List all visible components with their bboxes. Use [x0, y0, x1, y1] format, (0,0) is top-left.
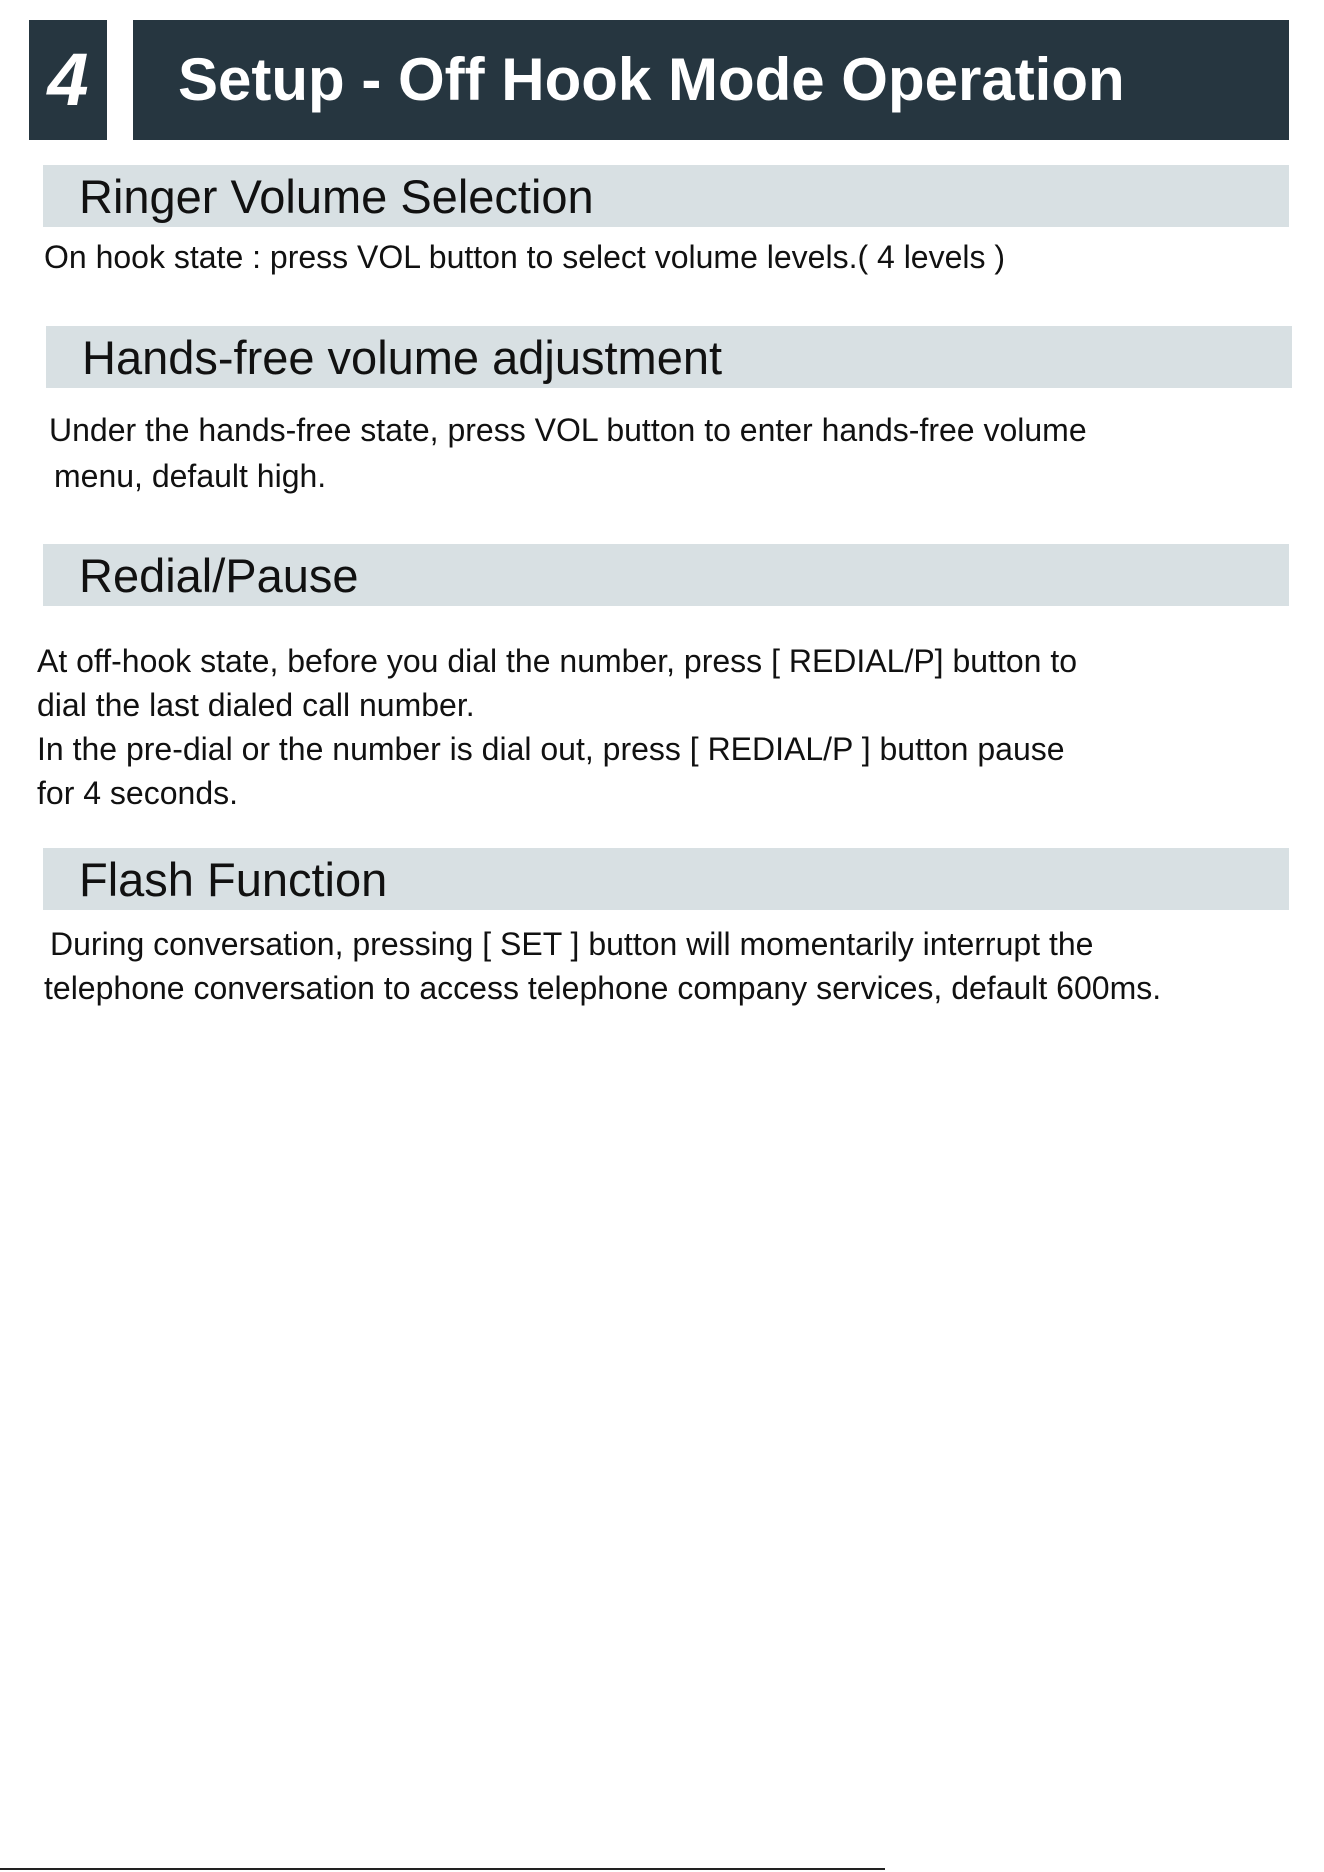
- body-text-line: During conversation, pressing [ SET ] button will momentarily interrupt the: [50, 926, 1094, 962]
- section-header-ringer-volume: [43, 165, 1289, 227]
- body-text-line: On hook state : press VOL button to select volume levels.( 4 levels ): [44, 239, 1006, 275]
- body-text-line: Under the hands-free state, press VOL button to enter hands-free volume: [49, 412, 1087, 448]
- section-title: Flash Function: [79, 852, 388, 906]
- section-title: Ringer Volume Selection: [79, 169, 594, 223]
- chapter-number: 4: [47, 38, 89, 121]
- page-title-bar: [133, 20, 1289, 140]
- body-text-line: In the pre-dial or the number is dial out, press [ REDIAL/P ] button pause: [37, 731, 1065, 767]
- chapter-number-box: [29, 20, 107, 140]
- body-text-line: for 4 seconds.: [37, 775, 238, 811]
- section-header-redial-pause: [43, 544, 1289, 606]
- section-header-flash-function: [43, 848, 1289, 910]
- body-text-line: menu, default high.: [54, 458, 327, 494]
- body-text-line: dial the last dialed call number.: [37, 687, 475, 723]
- body-text-line: telephone conversation to access telephone company services, default 600ms.: [44, 970, 1162, 1006]
- section-header-hands-free-volume: [46, 326, 1292, 388]
- page-title: Setup - Off Hook Mode Operation: [178, 46, 1125, 113]
- section-title: Redial/Pause: [79, 548, 359, 602]
- body-text-line: At off-hook state, before you dial the number, press [ REDIAL/P] button to: [37, 643, 1077, 679]
- section-title: Hands-free volume adjustment: [82, 330, 723, 384]
- footer-rule: [0, 1868, 885, 1870]
